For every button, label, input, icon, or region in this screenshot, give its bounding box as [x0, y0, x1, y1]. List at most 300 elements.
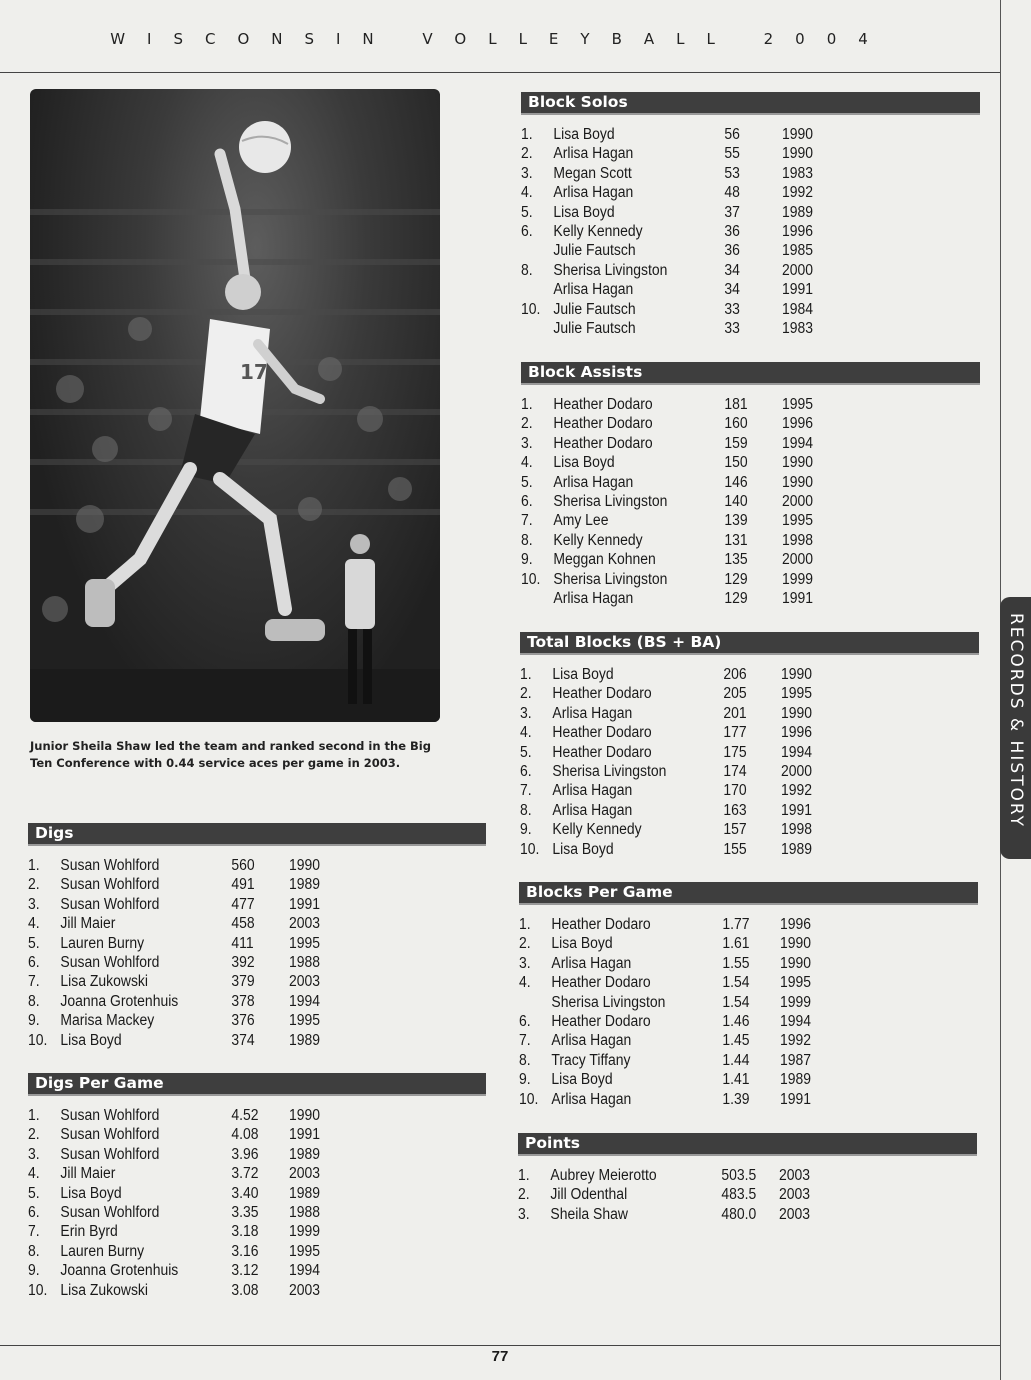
player-name-cell: Meggan Kohnen — [553, 551, 656, 569]
player-name-cell: Lisa Boyd — [552, 666, 614, 683]
page-number: 77 — [491, 1348, 509, 1365]
player-name-cell: Arlisa Hagan — [553, 184, 634, 202]
stat-value-cell: 129 — [724, 589, 748, 607]
table-row — [520, 801, 933, 820]
year-cell: 1989 — [782, 203, 814, 221]
player-name-cell: Erin Byrd — [60, 1223, 118, 1241]
stat-value-cell: 34 — [724, 261, 740, 279]
player-name-cell: Sheila Shaw — [550, 1205, 628, 1223]
rank-cell: 7. — [519, 1032, 531, 1050]
stat-value-cell: 3.72 — [231, 1165, 259, 1183]
rank-cell: 6. — [519, 1012, 531, 1030]
rank-cell: 10. — [28, 1281, 48, 1299]
year-cell: 1995 — [289, 1012, 321, 1030]
rank-cell: 2. — [28, 876, 40, 894]
year-cell: 1990 — [289, 1107, 321, 1124]
stat-value-cell: 181 — [724, 396, 748, 413]
block-solos-rows — [521, 125, 980, 338]
rank-cell: 2. — [28, 1126, 40, 1144]
player-name-cell: Sherisa Livingston — [551, 993, 666, 1011]
rank-cell: 1. — [520, 666, 532, 683]
stat-value-cell: 146 — [724, 473, 748, 491]
stat-value-cell: 56 — [724, 126, 740, 143]
digs-rows — [28, 856, 486, 1050]
stat-value-cell: 157 — [723, 821, 747, 839]
year-cell: 2003 — [779, 1186, 811, 1204]
stat-value-cell: 378 — [231, 992, 255, 1010]
stat-value-cell: 55 — [724, 145, 740, 163]
table-row — [519, 934, 932, 953]
rank-cell: 1. — [521, 126, 533, 143]
player-name-cell: Lisa Zukowski — [60, 1281, 149, 1299]
blocks-per-game-rows — [519, 915, 978, 1109]
table-row — [28, 914, 440, 933]
player-name-cell: Heather Dodaro — [551, 916, 651, 933]
stat-value-cell: 34 — [724, 281, 740, 299]
year-cell: 1991 — [781, 801, 813, 819]
table-row — [518, 1166, 931, 1185]
section-title: Digs Per Game — [28, 1073, 486, 1096]
section-title: Block Solos — [521, 92, 980, 115]
year-cell: 2003 — [779, 1205, 811, 1223]
player-name-cell: Arlisa Hagan — [551, 1090, 632, 1108]
player-name-cell: Arlisa Hagan — [553, 589, 634, 607]
table-row — [521, 434, 934, 453]
table-row — [521, 261, 934, 280]
table-row — [28, 856, 440, 875]
year-cell: 1990 — [781, 666, 813, 683]
year-cell: 1995 — [780, 974, 812, 992]
player-name-cell: Heather Dodaro — [552, 685, 652, 703]
stat-value-cell: 458 — [231, 915, 255, 933]
stat-value-cell: 379 — [231, 973, 255, 991]
table-row — [519, 915, 932, 934]
year-cell: 1994 — [781, 743, 813, 761]
player-name-cell: Lisa Boyd — [551, 935, 613, 953]
table-row — [521, 222, 934, 241]
rank-cell: 2. — [518, 1186, 530, 1204]
table-row — [520, 840, 933, 859]
footer-rule — [0, 1345, 1000, 1346]
year-cell: 1996 — [781, 724, 813, 742]
rank-cell: 1. — [519, 916, 531, 933]
year-cell: 2000 — [782, 261, 814, 279]
player-name-cell: Lisa Boyd — [553, 203, 615, 221]
stat-value-cell: 1.54 — [722, 993, 750, 1011]
stat-value-cell: 160 — [724, 415, 748, 433]
table-row — [28, 1125, 440, 1144]
rank-cell: 6. — [521, 222, 533, 240]
stat-value-cell: 140 — [724, 492, 748, 510]
rank-cell: 3. — [519, 954, 531, 972]
year-cell: 1995 — [782, 512, 814, 530]
block-solos-table — [521, 92, 980, 338]
player-name-cell: Sherisa Livingston — [553, 492, 668, 510]
rank-cell: 6. — [521, 492, 533, 510]
table-row — [521, 570, 934, 589]
year-cell: 1991 — [782, 589, 814, 607]
player-name-cell: Arlisa Hagan — [551, 954, 632, 972]
table-row — [520, 684, 933, 703]
table-row — [519, 993, 932, 1012]
table-row — [28, 1184, 440, 1203]
rank-cell: 10. — [521, 570, 541, 588]
stat-value-cell: 170 — [723, 782, 747, 800]
stat-value-cell: 1.44 — [722, 1051, 750, 1069]
year-cell: 1989 — [780, 1071, 812, 1089]
year-cell: 2000 — [782, 492, 814, 510]
rank-cell: 9. — [28, 1262, 40, 1280]
year-cell: 1987 — [780, 1051, 812, 1069]
stat-value-cell: 3.40 — [231, 1184, 259, 1202]
rank-cell: 1. — [28, 857, 40, 874]
year-cell: 1989 — [289, 1031, 321, 1049]
digs-table — [28, 823, 486, 1050]
year-cell: 1992 — [780, 1032, 812, 1050]
year-cell: 1991 — [782, 281, 814, 299]
player-name-cell: Marisa Mackey — [60, 1012, 155, 1030]
player-name-cell: Lisa Boyd — [553, 126, 615, 143]
table-row — [520, 743, 933, 762]
player-name-cell: Susan Wohlford — [60, 895, 160, 913]
blocks-per-game-table — [519, 882, 978, 1109]
year-cell: 2003 — [289, 1165, 321, 1183]
stat-value-cell: 491 — [231, 876, 255, 894]
year-cell: 1998 — [782, 531, 814, 549]
rank-cell: 5. — [28, 934, 40, 952]
year-cell: 1996 — [782, 415, 814, 433]
stat-value-cell: 175 — [723, 743, 747, 761]
table-row — [519, 1012, 932, 1031]
stat-value-cell: 411 — [231, 934, 254, 952]
stat-value-cell: 36 — [724, 222, 740, 240]
table-row — [521, 203, 934, 222]
section-title: Points — [518, 1133, 977, 1156]
table-row — [521, 241, 934, 260]
player-name-cell: Susan Wohlford — [60, 1145, 160, 1163]
stat-value-cell: 48 — [724, 184, 740, 202]
year-cell: 1996 — [782, 222, 814, 240]
stat-value-cell: 177 — [723, 724, 747, 742]
player-name-cell: Jill Odenthal — [550, 1186, 628, 1204]
year-cell: 1983 — [782, 164, 814, 182]
rank-cell: 10. — [519, 1090, 539, 1108]
year-cell: 1995 — [781, 685, 813, 703]
stat-value-cell: 3.18 — [231, 1223, 259, 1241]
rank-cell: 1. — [521, 396, 533, 413]
stat-value-cell: 129 — [724, 570, 748, 588]
rank-cell: 9. — [521, 551, 533, 569]
table-row — [521, 511, 934, 530]
rank-cell: 3. — [520, 704, 532, 722]
table-row — [519, 954, 932, 973]
year-cell: 1990 — [782, 145, 814, 163]
table-row — [28, 1222, 440, 1241]
player-name-cell: Julie Fautsch — [553, 319, 636, 337]
side-tab-label: RECORDS & HISTORY — [1006, 613, 1026, 829]
player-name-cell: Heather Dodaro — [551, 1012, 651, 1030]
stat-value-cell: 503.5 — [721, 1167, 757, 1184]
table-row — [28, 953, 440, 972]
stat-value-cell: 205 — [723, 685, 747, 703]
player-name-cell: Arlisa Hagan — [553, 281, 634, 299]
stat-value-cell: 135 — [724, 551, 748, 569]
year-cell: 1990 — [289, 857, 321, 874]
player-name-cell: Julie Fautsch — [553, 300, 636, 318]
stat-value-cell: 374 — [231, 1031, 255, 1049]
rank-cell: 4. — [28, 915, 40, 933]
stat-value-cell: 1.61 — [722, 935, 750, 953]
table-row — [518, 1205, 931, 1224]
table-row — [521, 492, 934, 511]
table-row — [519, 1031, 932, 1050]
player-name-cell: Heather Dodaro — [551, 974, 651, 992]
stat-value-cell: 36 — [724, 242, 740, 260]
table-row — [521, 395, 934, 414]
year-cell: 1990 — [780, 954, 812, 972]
rank-cell: 2. — [520, 685, 532, 703]
header-rule — [0, 72, 1000, 73]
table-row — [520, 704, 933, 723]
year-cell: 1990 — [782, 126, 814, 143]
rank-cell: 5. — [521, 203, 533, 221]
stat-value-cell: 37 — [724, 203, 740, 221]
year-cell: 2003 — [289, 973, 321, 991]
year-cell: 2003 — [289, 915, 321, 933]
block-assists-rows — [521, 395, 980, 608]
year-cell: 1999 — [289, 1223, 321, 1241]
stat-value-cell: 155 — [723, 840, 747, 858]
stat-value-cell: 3.35 — [231, 1203, 259, 1221]
table-row — [28, 1106, 440, 1125]
table-row — [519, 973, 932, 992]
player-name-cell: Lisa Boyd — [553, 454, 615, 472]
year-cell: 1995 — [782, 396, 814, 413]
rank-cell: 8. — [28, 1242, 40, 1260]
table-row — [28, 1164, 440, 1183]
player-name-cell: Lauren Burny — [60, 1242, 145, 1260]
stat-value-cell: 1.39 — [722, 1090, 750, 1108]
player-name-cell: Lauren Burny — [60, 934, 145, 952]
year-cell: 1991 — [780, 1090, 812, 1108]
year-cell: 1988 — [289, 953, 321, 971]
section-title: Blocks Per Game — [519, 882, 978, 905]
table-row — [521, 144, 934, 163]
rank-cell: 2. — [521, 145, 533, 163]
player-name-cell: Arlisa Hagan — [553, 473, 634, 491]
rank-cell: 7. — [521, 512, 533, 530]
table-row — [520, 665, 933, 684]
table-row — [521, 280, 934, 299]
rank-cell: 3. — [28, 895, 40, 913]
stat-value-cell: 560 — [231, 857, 255, 874]
year-cell: 2000 — [782, 551, 814, 569]
year-cell: 1994 — [289, 992, 321, 1010]
table-row — [28, 875, 440, 894]
year-cell: 1995 — [289, 934, 321, 952]
stat-value-cell: 206 — [723, 666, 747, 683]
rank-cell: 7. — [28, 973, 40, 991]
rank-cell: 8. — [521, 531, 533, 549]
table-row — [521, 319, 934, 338]
table-row — [520, 820, 933, 839]
player-name-cell: Heather Dodaro — [552, 724, 652, 742]
stat-value-cell: 483.5 — [721, 1186, 757, 1204]
stat-value-cell: 1.46 — [722, 1012, 750, 1030]
year-cell: 1992 — [781, 782, 813, 800]
table-row — [28, 895, 440, 914]
player-name-cell: Susan Wohlford — [60, 1126, 160, 1144]
year-cell: 1995 — [289, 1242, 321, 1260]
rank-cell: 7. — [28, 1223, 40, 1241]
rank-cell: 5. — [28, 1184, 40, 1202]
table-row — [520, 723, 933, 742]
rank-cell: 4. — [521, 184, 533, 202]
year-cell: 1992 — [782, 184, 814, 202]
year-cell: 1994 — [289, 1262, 321, 1280]
player-name-cell: Susan Wohlford — [60, 876, 160, 894]
year-cell: 1990 — [782, 454, 814, 472]
stat-value-cell: 3.16 — [231, 1242, 259, 1260]
rank-cell: 9. — [519, 1071, 531, 1089]
records-history-tab — [1000, 597, 1031, 859]
stat-value-cell: 53 — [724, 164, 740, 182]
rank-cell: 9. — [28, 1012, 40, 1030]
rank-cell: 8. — [28, 992, 40, 1010]
table-row — [521, 453, 934, 472]
player-name-cell: Heather Dodaro — [552, 743, 652, 761]
section-title: Block Assists — [521, 362, 980, 385]
rank-cell: 3. — [28, 1145, 40, 1163]
table-row — [520, 762, 933, 781]
year-cell: 1985 — [782, 242, 814, 260]
table-row — [28, 1261, 440, 1280]
table-row — [28, 934, 440, 953]
rank-cell: 1. — [28, 1107, 40, 1124]
digs-per-game-table — [28, 1073, 486, 1300]
rank-cell: 3. — [518, 1205, 530, 1223]
player-name-cell: Lisa Zukowski — [60, 973, 149, 991]
rank-cell: 2. — [521, 415, 533, 433]
stat-value-cell: 1.77 — [722, 916, 750, 933]
year-cell: 1998 — [781, 821, 813, 839]
stat-value-cell: 3.08 — [231, 1281, 259, 1299]
table-row — [521, 414, 934, 433]
table-row — [521, 164, 934, 183]
stat-value-cell: 159 — [724, 434, 748, 452]
table-row — [521, 531, 934, 550]
stat-value-cell: 1.41 — [722, 1071, 750, 1089]
stat-value-cell: 139 — [724, 512, 748, 530]
rank-cell: 4. — [28, 1165, 40, 1183]
player-name-cell: Susan Wohlford — [60, 1107, 160, 1124]
rank-cell: 4. — [519, 974, 531, 992]
player-name-cell: Sherisa Livingston — [552, 762, 667, 780]
player-name-cell: Arlisa Hagan — [552, 782, 633, 800]
player-name-cell: Arlisa Hagan — [552, 801, 633, 819]
stat-value-cell: 477 — [231, 895, 255, 913]
rank-cell: 6. — [520, 762, 532, 780]
year-cell: 1983 — [782, 319, 814, 337]
player-name-cell: Sherisa Livingston — [553, 570, 668, 588]
year-cell: 1991 — [289, 1126, 321, 1144]
rank-cell: 1. — [518, 1167, 530, 1184]
player-name-cell: Lisa Boyd — [60, 1184, 122, 1202]
stat-value-cell: 4.08 — [231, 1126, 259, 1144]
stat-value-cell: 392 — [231, 953, 255, 971]
stat-value-cell: 1.54 — [722, 974, 750, 992]
year-cell: 1999 — [780, 993, 812, 1011]
player-name-cell: Jill Maier — [60, 1165, 116, 1183]
rank-cell: 2. — [519, 935, 531, 953]
table-row — [521, 125, 934, 144]
year-cell: 1989 — [289, 1145, 321, 1163]
stat-value-cell: 4.52 — [231, 1107, 259, 1124]
player-name-cell: Susan Wohlford — [60, 953, 160, 971]
stat-value-cell: 1.45 — [722, 1032, 750, 1050]
player-name-cell: Arlisa Hagan — [553, 145, 634, 163]
player-name-cell: Arlisa Hagan — [551, 1032, 632, 1050]
player-name-cell: Heather Dodaro — [553, 415, 653, 433]
table-row — [518, 1185, 931, 1204]
year-cell: 1989 — [781, 840, 813, 858]
year-cell: 1989 — [289, 1184, 321, 1202]
stat-value-cell: 33 — [724, 319, 740, 337]
stat-value-cell: 376 — [231, 1012, 255, 1030]
rank-cell: 10. — [28, 1031, 48, 1049]
year-cell: 1994 — [782, 434, 814, 452]
table-row — [28, 972, 440, 991]
total-blocks-table — [520, 632, 979, 859]
player-name-cell: Lisa Boyd — [552, 840, 614, 858]
volleyball-player-photo — [30, 89, 440, 722]
year-cell: 1990 — [782, 473, 814, 491]
rank-cell: 6. — [28, 1203, 40, 1221]
stat-value-cell: 150 — [724, 454, 748, 472]
table-row — [521, 589, 934, 608]
running-header: WISCONSIN VOLLEYBALL 2004 — [110, 30, 890, 48]
stat-value-cell: 174 — [723, 762, 747, 780]
stat-value-cell: 163 — [723, 801, 747, 819]
year-cell: 1984 — [782, 300, 814, 318]
player-name-cell: Megan Scott — [553, 164, 632, 182]
digs-per-game-rows — [28, 1106, 486, 1300]
points-rows — [518, 1166, 977, 1224]
rank-cell: 4. — [521, 454, 533, 472]
rank-cell: 3. — [521, 434, 533, 452]
rank-cell: 9. — [520, 821, 532, 839]
total-blocks-rows — [520, 665, 979, 859]
year-cell: 1996 — [780, 916, 812, 933]
stat-value-cell: 201 — [723, 704, 747, 722]
player-name-cell: Jill Maier — [60, 915, 116, 933]
player-name-cell: Susan Wohlford — [60, 1203, 160, 1221]
player-name-cell: Lisa Boyd — [551, 1071, 613, 1089]
stat-value-cell: 3.96 — [231, 1145, 259, 1163]
rank-cell: 8. — [520, 801, 532, 819]
player-name-cell: Kelly Kennedy — [552, 821, 642, 839]
year-cell: 1988 — [289, 1203, 321, 1221]
stat-value-cell: 1.55 — [722, 954, 750, 972]
player-name-cell: Kelly Kennedy — [553, 222, 643, 240]
year-cell: 2003 — [779, 1167, 811, 1184]
table-row — [521, 300, 934, 319]
rank-cell: 5. — [520, 743, 532, 761]
player-name-cell: Julie Fautsch — [553, 242, 636, 260]
player-name-cell: Arlisa Hagan — [552, 704, 633, 722]
table-row — [519, 1051, 932, 1070]
rank-cell: 4. — [520, 724, 532, 742]
